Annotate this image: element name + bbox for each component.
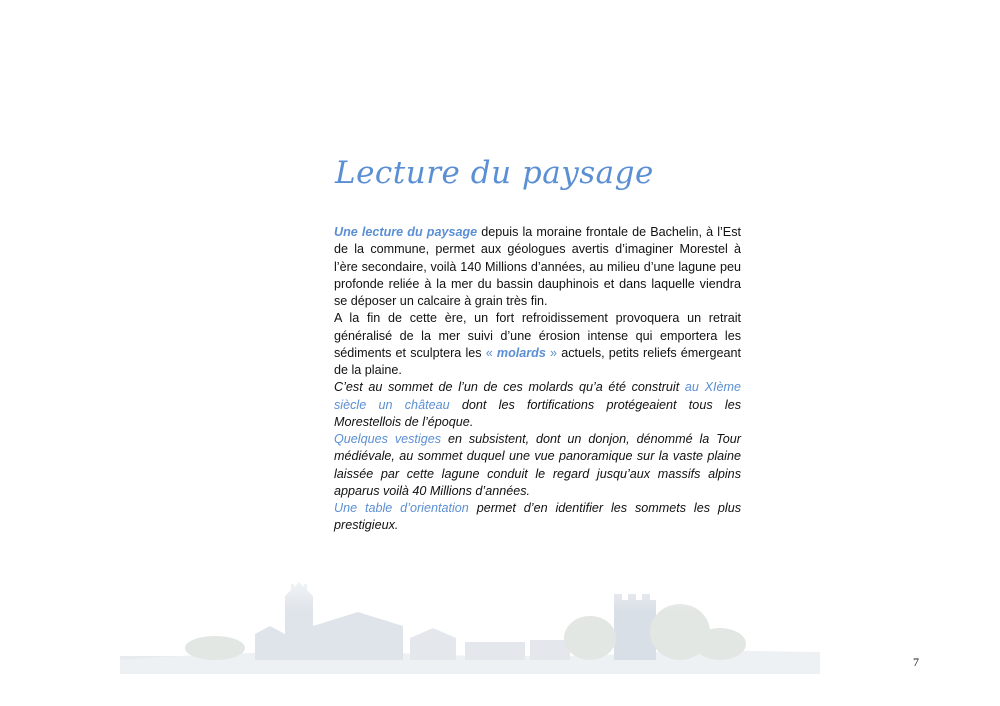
paragraph-2 xyxy=(334,310,741,379)
paragraph-4-text: en subsistent, dont un donjon, dénommé la Tour médiévale, au sommet duquel une vue panoramique sur la vaste plaine laissée par cette lagune conduit le regard jusqu’aux massifs alpins apparus voilà 40 Millions d’années. xyxy=(334,432,741,498)
paragraph-2-text-a: A la fin de cette ère, un fort refroidissement provoquera un retrait généralisé de la mer suivi d’une érosion intense qui emportera les sédiments et sculptera les xyxy=(334,311,741,360)
paragraph-3 xyxy=(334,379,741,431)
page-title: Lecture du paysage xyxy=(335,155,654,191)
paragraph-2-text-b: actuels, petits reliefs émergeant de la plaine. xyxy=(334,345,741,377)
page-number: 7 xyxy=(913,655,919,669)
paragraph-5-text: permet d’en identifier les sommets les plus prestigieux. xyxy=(334,501,742,533)
paragraph-5 xyxy=(334,500,741,535)
paragraph-3-text-a: C’est au sommet de l’un de ces molards qu’a été construit xyxy=(334,380,685,395)
faded-village-silhouette-image xyxy=(120,560,820,674)
paragraph-1-text: depuis la moraine frontale de Bachelin, à l’Est de la commune, permet aux géologues avertis d’imaginer Morestel à l’ère secondaire, voilà 140 Millions d’années, au milieu d’une lagune peu profonde reliée à la mer du bassin dauphinois et dans laquelle viendra se déposer un calcaire à grain très fin. xyxy=(334,225,741,308)
paragraph-1 xyxy=(334,224,741,310)
paragraph-4 xyxy=(334,431,741,500)
highlight-vestiges: Quelques vestiges xyxy=(334,432,442,446)
paragraph-3-text-b: dont les fortifications protégeaient tous les Morestellois de l’époque. xyxy=(334,397,741,429)
quote-close: » xyxy=(545,345,558,360)
highlight-table-orientation: Une table d’orientation xyxy=(334,501,469,515)
body-text xyxy=(334,224,741,535)
highlight-molards: molards xyxy=(496,345,546,360)
quote-open: « xyxy=(485,345,497,360)
highlight-lecture-paysage: Une lecture du paysage xyxy=(334,225,478,239)
highlight-chateau: au XIème siècle un château xyxy=(334,380,741,412)
